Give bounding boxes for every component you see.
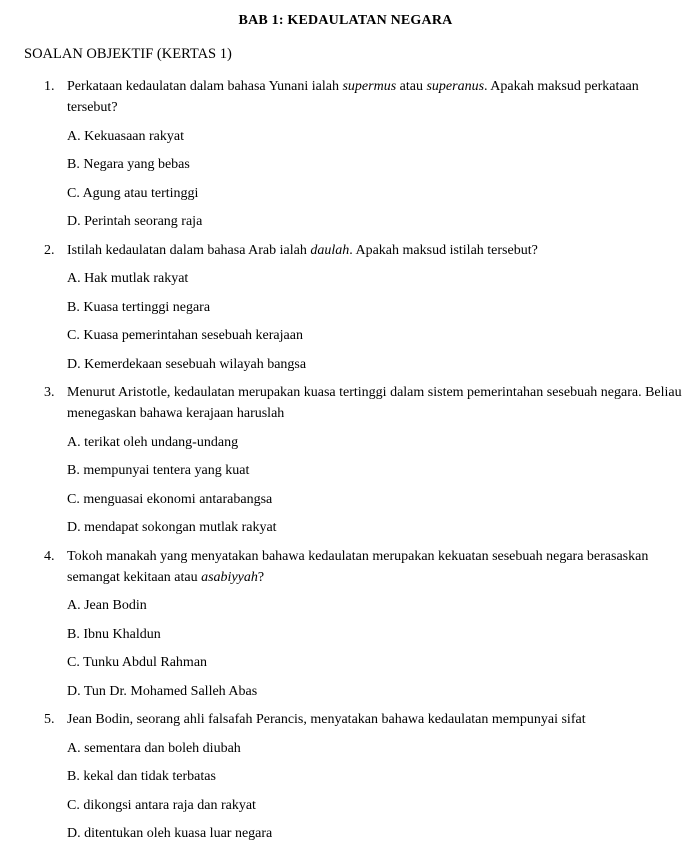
- text-run: . Apakah maksud perkataan: [484, 79, 639, 94]
- text-run: Jean Bodin, seorang ahli falsafah Perancis, menyatakan bahawa kedaulatan mempunyai sifat: [67, 712, 586, 727]
- text-run: Istilah kedaulatan dalam bahasa Arab ialah: [67, 242, 311, 258]
- question-text-line: [67, 709, 667, 730]
- option-d: D. Tun Dr. Mohamed Salleh Abas: [67, 683, 258, 699]
- question-body: [67, 240, 667, 383]
- option-d: D. mendapat sokongan mutlak rakyat: [67, 520, 277, 535]
- text-run: ?: [257, 569, 265, 585]
- question-text: [67, 76, 667, 118]
- text-run: . Apakah maksud istilah tersebut?: [349, 242, 538, 258]
- option-c: C. dikongsi antara raja dan rakyat: [67, 797, 256, 813]
- option-b: B. Kuasa tertinggi negara: [67, 299, 211, 315]
- question-item: [24, 240, 667, 383]
- option-c: C. menguasai ekonomi antarabangsa: [67, 491, 273, 507]
- option-b: B. Ibnu Khaldun: [67, 626, 161, 642]
- question-body: [67, 546, 667, 710]
- question-number: 3.: [44, 385, 55, 400]
- question-text-line: [67, 240, 667, 261]
- option-b: B. mempunyai tentera yang kuat: [67, 463, 250, 478]
- option-b: B. Negara yang bebas: [67, 157, 190, 172]
- document-title: BAB 1: KEDAULATAN NEGARA: [238, 13, 453, 28]
- italic-term: asabiyyah: [201, 569, 258, 585]
- italic-term: daulah: [310, 242, 350, 258]
- option-c: C. Agung atau tertinggi: [67, 185, 199, 201]
- option-a: A. sementara dan boleh diubah: [67, 740, 241, 756]
- option-a: A. Jean Bodin: [67, 598, 147, 613]
- option-d: D. ditentukan oleh kuasa luar negara: [67, 826, 273, 841]
- question-item: [24, 546, 667, 710]
- option-a: A. terikat oleh undang-undang: [67, 434, 239, 450]
- text-run: menegaskan bahawa kerajaan haruslah: [67, 406, 285, 421]
- question-text-line: [67, 97, 667, 118]
- italic-term: superanus: [426, 79, 485, 94]
- question-body: [67, 709, 667, 852]
- question-text-line: [67, 546, 667, 567]
- option-c: C. Kuasa pemerintahan sesebuah kerajaan: [67, 328, 303, 343]
- question-body: [67, 382, 682, 546]
- question-text: [67, 240, 667, 261]
- question-number: 5.: [44, 712, 55, 727]
- question-number: 2.: [44, 242, 55, 258]
- option-d: D. Kemerdekaan sesebuah wilayah bangsa: [67, 356, 307, 372]
- option-a: A. Kekuasaan rakyat: [67, 128, 185, 144]
- option-a: A. Hak mutlak rakyat: [67, 271, 189, 286]
- text-run: Perkataan kedaulatan dalam bahasa Yunani ialah: [67, 79, 343, 94]
- question-body: [67, 76, 667, 240]
- section-heading: SOALAN OBJEKTIF (KERTAS 1): [24, 46, 232, 62]
- option-b: B. kekal dan tidak terbatas: [67, 769, 216, 784]
- text-run: Menurut Aristotle, kedaulatan merupakan kuasa tertinggi dalam sistem pemerintahan sesebuah negara. Beliau: [67, 385, 682, 400]
- question-text-line: [67, 403, 667, 424]
- question-text-line: [67, 382, 682, 403]
- option-d: D. Perintah seorang raja: [67, 214, 203, 229]
- question-item: [24, 382, 682, 546]
- option-c: C. Tunku Abdul Rahman: [67, 655, 208, 670]
- question-text: [67, 709, 667, 730]
- question-text-line: [67, 567, 667, 588]
- question-text: [67, 382, 682, 424]
- text-run: atau: [396, 79, 427, 94]
- question-text-line: [67, 76, 667, 97]
- text-run: Tokoh manakah yang menyatakan bahawa kedaulatan merupakan kekuatan sesebuah negara berasaskan: [67, 548, 649, 564]
- italic-term: supermus: [342, 79, 397, 94]
- text-run: tersebut?: [67, 100, 118, 115]
- question-list: [24, 76, 682, 852]
- question-text: [67, 546, 667, 588]
- question-item: [24, 709, 667, 852]
- question-number: 1.: [44, 79, 55, 94]
- question-number: 4.: [44, 548, 55, 564]
- question-item: [24, 76, 667, 240]
- text-run: semangat kekitaan atau: [67, 569, 202, 585]
